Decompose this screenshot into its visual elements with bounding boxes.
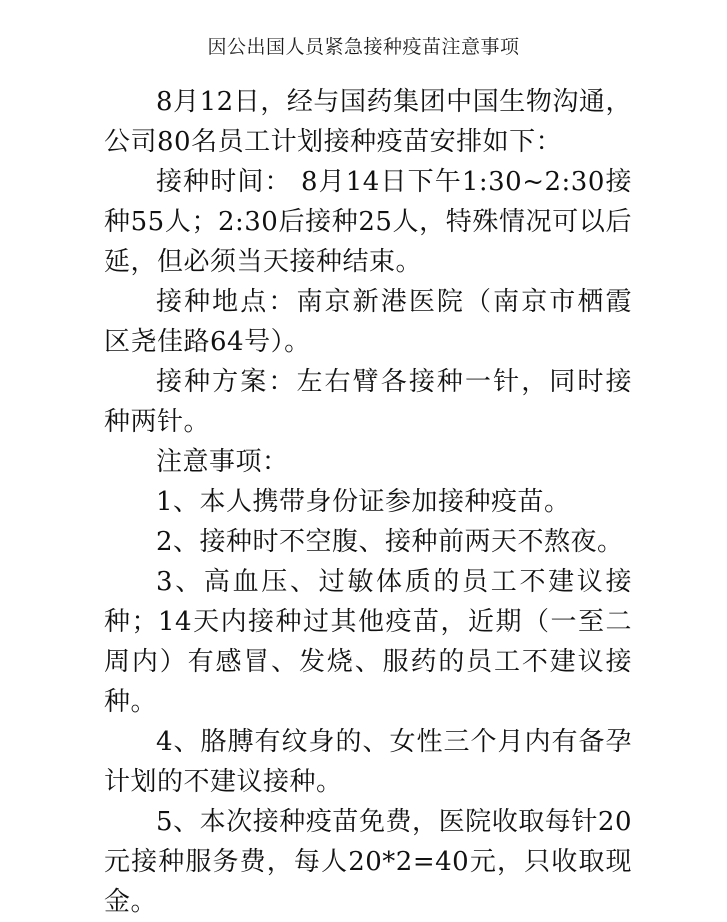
paragraph-intro: 8月12日，经与国药集团中国生物沟通，公司80名员工计划接种疫苗安排如下： [104, 87, 632, 157]
paragraph-location: 接种地点：南京新港医院（南京市栖霞区尧佳路64号）。 [104, 287, 632, 357]
document-title: 因公出国人员紧急接种疫苗注意事项 [207, 36, 520, 58]
note-item-5: 5、本次接种疫苗免费，医院收取每针20元接种服务费，每人20*2=40元，只收取现金。 [104, 807, 632, 917]
note-item-4: 4、胳膊有纹身的、女性三个月内有备孕计划的不建议接种。 [104, 727, 632, 797]
note-item-1: 1、本人携带身份证参加接种疫苗。 [156, 487, 571, 517]
paragraph-time: 接种时间： 8月14日下午1:30~2:30接种55人；2:30后接种25人，特殊情况可以后延，但必须当天接种结束。 [104, 167, 632, 277]
note-item-2: 2、接种时不空腹、接种前两天不熬夜。 [156, 527, 624, 557]
paragraph-notes-heading: 注意事项： [156, 447, 289, 477]
document-body [104, 82, 632, 922]
note-item-3: 3、高血压、过敏体质的员工不建议接种；14天内接种过其他疫苗，近期（一至二周内）有感冒、发烧、服药的员工不建议接种。 [104, 567, 632, 717]
paragraph-plan: 接种方案：左右臂各接种一针，同时接种两针。 [104, 367, 632, 437]
